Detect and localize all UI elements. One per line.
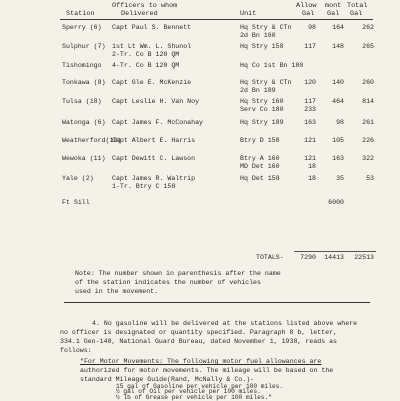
row-officer: 2-Tr. Co B 120 QM [112, 51, 180, 58]
row-mont: 148 [332, 43, 344, 50]
row-officer: Capt Dewitt C. Lawson [112, 155, 196, 162]
row-mont: 98 [336, 119, 344, 126]
allowance-oil: ½ gal of Oil per vehicle per 100 miles. [116, 388, 261, 395]
header-allow-line1: Allow [296, 2, 317, 10]
row-mont: 163 [332, 155, 344, 162]
row-station: Tishomingo [62, 62, 102, 69]
totals-rule [294, 251, 376, 252]
totals-label: TOTALS- [256, 254, 284, 261]
section-rule [64, 302, 370, 303]
row-total: 262 [362, 24, 374, 31]
quote-line-2: authorized for motor movements. The mileage will be based on the [80, 367, 334, 374]
row-allow: 163 [304, 119, 316, 126]
row-allow: 98 [308, 24, 316, 31]
row-officer: Capt Albert E. Harris [112, 137, 196, 144]
note-line-1: Note: The number shown in parenthesis after the name [75, 270, 281, 277]
row-unit: Hq Stry & CTn [240, 24, 292, 31]
row-officer: Capt James R. Waltrip [112, 175, 196, 182]
row-allow: 233 [304, 106, 316, 113]
row-officer: Capt Paul S. Bennett [112, 24, 192, 31]
header-officers-line1: Officers to whom [112, 2, 178, 10]
row-unit: 2d Bn 189 [240, 87, 276, 94]
para4-line-2: no officer is designated or quantity specified. Paragraph 8 b, letter, [60, 329, 337, 336]
row-unit: Btry D 158 [240, 137, 280, 144]
row-unit: Hq Stry & CTn [240, 79, 292, 86]
row-mont: 140 [332, 79, 344, 86]
row-total: 226 [362, 137, 374, 144]
header-mont-line2: Gal [327, 10, 340, 18]
row-allow: 117 [304, 98, 316, 105]
para4-line-3: 334.1 Gen-140, National Guard Bureau, dated November 1, 1938, reads as [60, 338, 337, 345]
row-station: Wewoka (11) [62, 155, 106, 162]
row-station: Weatherford(10) [62, 137, 122, 144]
row-officer: Capt Gle E. McKenzie [112, 79, 192, 86]
row-total: 322 [362, 155, 374, 162]
row-mont: 164 [332, 24, 344, 31]
row-total: 814 [362, 98, 374, 105]
totals-allow: 7290 [300, 254, 316, 261]
row-station: Sperry (6) [62, 24, 102, 31]
row-unit: Btry A 160 [240, 155, 280, 162]
row-mont: 464 [332, 98, 344, 105]
row-station: Watonga (6) [62, 119, 106, 126]
row-allow: 120 [304, 79, 316, 86]
row-unit: 2d Bn 160 [240, 32, 276, 39]
row-unit: Hq Co 1st Bn 180 [240, 62, 304, 69]
row-allow: 121 [304, 137, 316, 144]
row-allow: 18 [308, 163, 316, 170]
note-line-3: used in the movement. [75, 288, 159, 295]
row-total: 260 [362, 79, 374, 86]
row-mont: 35 [336, 175, 344, 182]
quote-line-1 [80, 357, 321, 366]
header-officers-line2: Delivered [121, 10, 158, 18]
header-total-line1: Total [347, 2, 368, 10]
allowance-gasoline: 15 gal of Gasoline per vehicle per 100 miles. [116, 383, 284, 390]
header-station: Station [66, 10, 95, 18]
row-mont: 105 [332, 137, 344, 144]
row-unit: Hq Stry 158 [240, 43, 284, 50]
row-station: Ft Sill [62, 199, 90, 206]
header-total-line2: Gal [350, 10, 363, 18]
row-unit: Hq Stry 189 [240, 119, 284, 126]
para4-line-1: 4. No gasoline will be delivered at the stations listed above where [92, 320, 358, 327]
totals-mont: 14413 [324, 254, 344, 261]
header-allow-line2: Gal [302, 10, 315, 18]
row-allow: 121 [304, 155, 316, 162]
allowance-grease: ½ lb of Grease per vehicle per 100 miles." [116, 394, 272, 401]
row-unit: Serv Co 180 [240, 106, 284, 113]
row-total: 265 [362, 43, 374, 50]
row-station: Tonkawa (8) [62, 79, 106, 86]
row-total: 261 [362, 119, 374, 126]
header-rule [60, 19, 373, 20]
row-station: Tulsa (18) [62, 98, 102, 105]
quote-line-3: standard Mileage Guide(Rand, McNally & Co.)- [80, 376, 255, 383]
row-allow: 117 [304, 43, 316, 50]
row-total: 53 [366, 175, 374, 182]
quote-heading: "For Motor Movements: The following motor fuel allowances are [80, 358, 322, 365]
row-officer: Capt James F. McConahay [112, 119, 204, 126]
row-station: Yale (2) [62, 175, 94, 182]
row-unit: Hq Det 158 [240, 175, 280, 182]
header-mont-line1: mont [325, 2, 342, 10]
row-officer: 1-Tr. Btry C 158 [112, 183, 176, 190]
row-mont: 6000 [328, 199, 344, 206]
row-unit: Hq Stry 160 [240, 98, 284, 105]
row-allow: 18 [308, 175, 316, 182]
header-unit: Unit [240, 10, 257, 18]
para4-line-4: follows: [60, 347, 92, 354]
row-officer: 1st Lt Wm. L. Shunol [112, 43, 192, 50]
row-station: Sulphur (7) [62, 43, 106, 50]
row-officer: 4-Tr. Co B 120 QM [112, 62, 180, 69]
row-unit: MD Det 160 [240, 163, 280, 170]
totals-total: 22513 [354, 254, 374, 261]
row-officer: Capt Leslie H. Van Noy [112, 98, 200, 105]
note-line-2: of the station indicates the number of vehicles [75, 279, 261, 286]
